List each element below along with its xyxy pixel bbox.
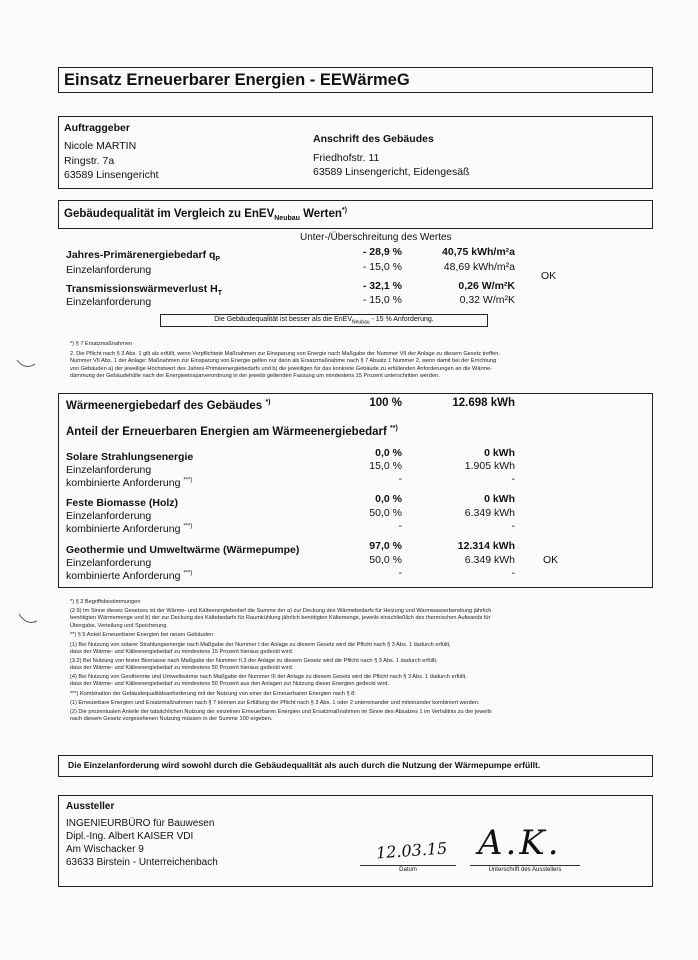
- primary-req-val: 48,69 kWh/m²a: [443, 261, 515, 273]
- solar-req-pct: 15,0 %: [369, 460, 402, 472]
- issuer-line3: Am Wischacker 9: [66, 844, 144, 855]
- issuer-line4: 63633 Birstein - Unterreichenbach: [66, 857, 218, 868]
- bio-comb-pct: -: [398, 520, 402, 532]
- date-label: Datum: [399, 867, 417, 873]
- trans-val: 0,26 W/m²K: [458, 280, 515, 292]
- bio-req-val: 6.349 kWh: [464, 507, 515, 519]
- solar-req-label: Einzelanforderung: [66, 464, 152, 476]
- heat-pct: 100 %: [369, 397, 402, 409]
- client-street: Ringstr. 7a: [64, 155, 115, 167]
- bio-req-pct: 50,0 %: [369, 507, 402, 519]
- bio-pct: 0,0 %: [375, 493, 402, 505]
- geo-ok: OK: [543, 554, 559, 566]
- geo-label: Geothermie und Umweltwärme (Wärmepumpe): [66, 544, 300, 556]
- handwritten-date: 12.03.15: [375, 838, 448, 863]
- solar-pct: 0,0 %: [375, 447, 402, 459]
- footnotes-1: *) § 7 Ersatzmaßnahmen 2. Die Pflicht nach § 3 Abs. 1 gilt als erfüllt, wenn Verpflichtete Maßnahmen zur Einsparung von Energie nach Maßgabe der Nummer VII der Anlage zu diesem Gesetz treffen. Nummer VII Abs. 1 der Anlage: Maßnahmen zur Einsparung von Energie gelten nur dann als Ersatzmaßnahme nach § 7 Absatz 1 Nummer 2, wenn damit bei der Errichtung von Gebäuden a) der jeweilige Höchstwert des Jahres-Primärenergiebedarfs und b) die jeweiligen für das konkrete Gebäude zu erfüllenden Anforderungen an die Wärme- dämmung der Gebäudehülle nach der Energieeinsparverordnung in der jeweils geltenden Fassung um mindestens 15 Prozent unterschritten werden.: [70, 341, 500, 379]
- page-title: Einsatz Erneuerbarer Energien - EEWärmeG: [64, 71, 410, 89]
- share-heading: Anteil der Erneuerbaren Energien am Wärmeenergiebedarf **): [66, 425, 398, 438]
- primary-req-pct: - 15,0 %: [362, 261, 402, 273]
- heat-heading: Wärmeenergiebedarf des Gebäudes *): [66, 399, 271, 412]
- primary-val: 40,75 kWh/m²a: [442, 246, 515, 258]
- geo-req-val: 6.349 kWh: [464, 554, 515, 566]
- trans-req-label: Einzelanforderung: [66, 296, 152, 308]
- date-line: [360, 865, 456, 866]
- title-box: [58, 67, 653, 93]
- margin-scan-mark-top: [16, 358, 36, 370]
- bio-req-label: Einzelanforderung: [66, 510, 152, 522]
- footnotes-2: *) § 2 Begriffsbestimmungen (2.9) Im Sinne dieses Gesetzes ist der Wärme- und Kälteenergiebedarf die Summe der a) zur Deckung des Wärmebedarfs für Heizung und Warmwasserbereitung jährlich benötigten Wärmemenge und b) der zur Deckung des Kältebedarfs für Raumkühlung jährlich benötigten Kältemenge, jeweils einschließlich des thermischen Aufwands für Übergabe, Verteilung und Speicherung. **) § 5 Anteil Erneuerbarer Energien bei neuen Gebäuden (1) Bei Nutzung von solarer Strahlungsenergie nach Maßgabe der Nummer I der Anlage zu diesem Gesetz wird die Pflicht nach § 3 Abs. 1 dadurch erfüllt, dass der Wärme- und Kälteenergiebedarf zu mindestens 15 Prozent hieraus gedeckt wird. (3.2) Bei Nutzung von fester Biomasse nach Maßgabe der Nummer II.3 der Anlage zu diesem Gesetz wird die Pflicht nach § 3 Abs. 1 dadurch erfüllt, dass der Wärme- und Kälteenergiebedarf zu mindestens 50 Prozent hieraus gedeckt wird. (4) Bei Nutzung von Geothermie und Umweltwärme nach Maßgabe der Nummer III der Anlage zu diesem Gesetz wird die Pflicht nach § 3 Abs. 1 dadurch erfüllt, dass der Wärme- und Kälteenergiebedarf zu mindestens 50 Prozent aus den Anlagen zur Nutzung dieser Energien gedeckt wird. ***) Kombination der Gebäudequalitätsanforderung mit der Nutzung von einer der Erneuerbaren Energien nach § 8: (1) Erneuerbare Energien und Ersatzmaßnahmen nach § 7 können zur Erfüllung der Pflicht nach § 3 Abs. 1 oder 2 untereinander und miteinander kombiniert werden. (2) Die prozentualen Anteile der tatsächlichen Nutzung der einzelnen Erneuerbaren Energien und Ersatzmaßnahmen im Sinne des Absatzes 1 im Verhältnis zu der jeweils nach diesem Gesetz vorgesehenen Nutzung müssen in der Summe 100 ergeben.: [70, 599, 492, 722]
- solar-label: Solare Strahlungsenergie: [66, 451, 194, 463]
- geo-req-label: Einzelanforderung: [66, 557, 152, 569]
- primary-label: Jahres-Primärenergiebedarf $q_P$: [66, 249, 221, 264]
- solar-comb-val: -: [511, 473, 515, 485]
- client-heading: Auftraggeber: [64, 122, 130, 134]
- issuer-heading: Aussteller: [66, 801, 115, 812]
- primary-pct: - 28,9 %: [362, 246, 402, 258]
- quality-col-heading: Unter-/Überschreitung des Wertes: [300, 232, 452, 243]
- trans-label: Transmissionswärmeverlust $H_T$: [66, 283, 223, 298]
- signature-label: Unterschrift des Ausstellers: [488, 867, 562, 873]
- trans-req-pct: - 15,0 %: [362, 294, 402, 306]
- quality-note: Die Gebäudequalität ist besser als die EnEV$_{Neubau}$ - 15 % Anforderung.: [214, 316, 434, 326]
- bio-comb-label: kombinierte Anforderung ***): [66, 523, 193, 535]
- conclusion-text: Die Einzelanforderung wird sowohl durch die Gebäudequalität als auch durch die Nutzung der Wärmepumpe erfüllt.: [68, 760, 541, 770]
- client-city: 63589 Linsengericht: [64, 169, 159, 181]
- building-street: Friedhofstr. 11: [313, 152, 380, 164]
- signature: A.K.: [478, 823, 562, 863]
- solar-comb-pct: -: [398, 473, 402, 485]
- trans-pct: - 32,1 %: [362, 280, 402, 292]
- solar-val: 0 kWh: [484, 447, 515, 459]
- building-city: 63589 Linsengericht, Eidengesäß: [313, 166, 470, 178]
- issuer-line1: INGENIEURBÜRO für Bauwesen: [66, 818, 215, 829]
- primary-req-label: Einzelanforderung: [66, 264, 152, 276]
- client-name: Nicole MARTIN: [64, 140, 137, 152]
- signature-line: [470, 865, 580, 866]
- conclusion-box: [58, 755, 653, 777]
- geo-pct: 97,0 %: [369, 540, 402, 552]
- bio-comb-val: -: [511, 520, 515, 532]
- solar-req-val: 1.905 kWh: [464, 460, 515, 472]
- geo-comb-val: -: [511, 567, 515, 579]
- geo-comb-pct: -: [398, 567, 402, 579]
- geo-comb-label: kombinierte Anforderung ***): [66, 570, 193, 582]
- geo-val: 12.314 kWh: [457, 540, 515, 552]
- geo-req-pct: 50,0 %: [369, 554, 402, 566]
- issuer-line2: Dipl.-Ing. Albert KAISER VDI: [66, 831, 194, 842]
- margin-scan-mark-bottom: [18, 612, 38, 626]
- trans-req-val: 0,32 W/m²K: [459, 294, 515, 306]
- quality-note-box: [160, 314, 488, 327]
- heat-val: 12.698 kWh: [452, 397, 515, 409]
- quality-heading: Gebäudequalität im Vergleich zu EnEV$_{Neubau}$ Werten*): [64, 207, 347, 223]
- quality-ok: OK: [541, 270, 557, 282]
- bio-val: 0 kWh: [484, 493, 515, 505]
- solar-comb-label: kombinierte Anforderung ***): [66, 477, 193, 489]
- bio-label: Feste Biomasse (Holz): [66, 497, 179, 509]
- building-heading: Anschrift des Gebäudes: [313, 133, 434, 145]
